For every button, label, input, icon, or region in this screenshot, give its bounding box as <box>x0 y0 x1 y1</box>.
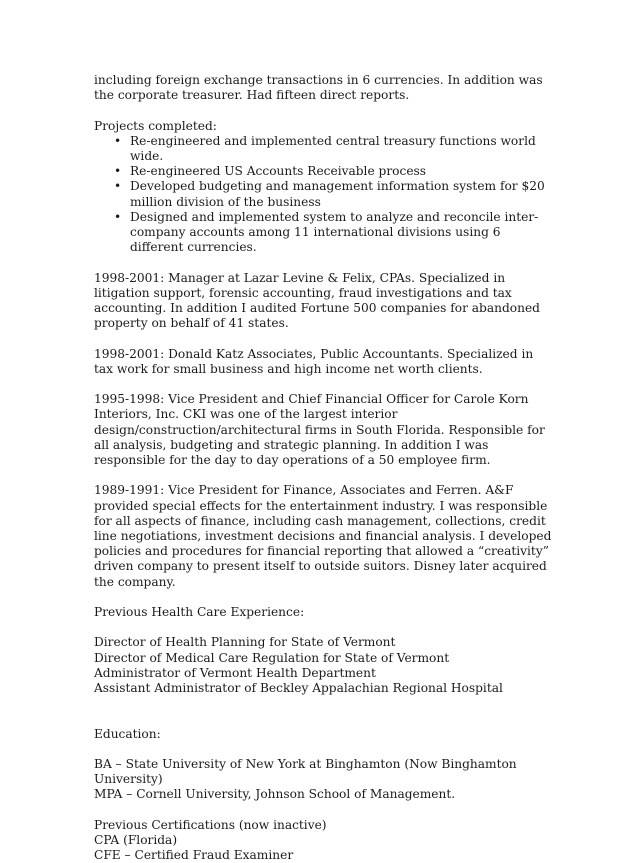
list-item: BA – State University of New York at Binghamton (Now Binghamton University) <box>94 757 517 787</box>
list-item: • Developed budgeting and management information system for $20 million division of the business <box>94 179 554 209</box>
list-item: • Re-engineered and implemented central treasury functions world wide. <box>94 134 554 164</box>
health-heading: Previous Health Care Experience: <box>94 605 305 620</box>
list-item: • Designed and implemented system to analyze and reconcile inter-company accounts among 11 international divisions using 6 different currencies. <box>94 210 554 256</box>
position-carole-korn: 1995-1998: Vice President and Chief Financial Officer for Carole Korn Interiors, Inc. CKI was one of the largest interior design/construction/architectural firms in South Florida. Responsible for all analysis, budgeting and strategic planning. In addition I was responsible for the day to day operations of a 50 employee firm. <box>94 392 545 468</box>
resume-page <box>94 73 554 863</box>
list-item: Director of Medical Care Regulation for State of Vermont <box>94 650 450 665</box>
list-item: Director of Health Planning for State of Vermont <box>94 635 396 650</box>
health-list <box>94 635 554 696</box>
list-item: • Re-engineered US Accounts Receivable process <box>94 164 554 179</box>
list-item: MPA – Cornell University, Johnson School of Management. <box>94 787 456 802</box>
projects-heading: Projects completed: <box>94 118 217 133</box>
list-item: CPA (Florida) <box>94 833 178 847</box>
position-associates-ferren: 1989-1991: Vice President for Finance, Associates and Ferren. A&F provided special effects for the entertainment industry. I was responsible for all aspects of finance, including cash management, collections, credit line negotiations, investment decisions and financial analysis. I developed policies and procedures for financial reporting that allowed a “creativity” driven company to present itself to outside suitors. Disney later acquired the company. <box>94 483 552 589</box>
position-donald-katz: 1998-2001: Donald Katz Associates, Public Accountants. Specialized in tax work for small business and high income net worth clients. <box>94 346 534 376</box>
list-item: CFE – Certified Fraud Examiner <box>94 848 294 863</box>
projects-list <box>94 134 554 256</box>
education-list <box>94 757 554 803</box>
certifications-heading: Previous Certifications (now inactive) <box>94 817 327 832</box>
certifications-block <box>94 818 554 863</box>
intro-paragraph: including foreign exchange transactions in 6 currencies. In addition was the corporate treasurer. Had fifteen direct reports. <box>94 73 543 103</box>
list-item: Administrator of Vermont Health Department <box>94 665 376 680</box>
position-lazar-levine: 1998-2001: Manager at Lazar Levine & Felix, CPAs. Specialized in litigation support, forensic accounting, fraud investigations and tax accounting. In addition I audited Fortune 500 companies for abandoned property on behalf of 41 states. <box>94 270 540 331</box>
list-item: Assistant Administrator of Beckley Appalachian Regional Hospital <box>94 681 503 696</box>
education-heading: Education: <box>94 726 161 741</box>
